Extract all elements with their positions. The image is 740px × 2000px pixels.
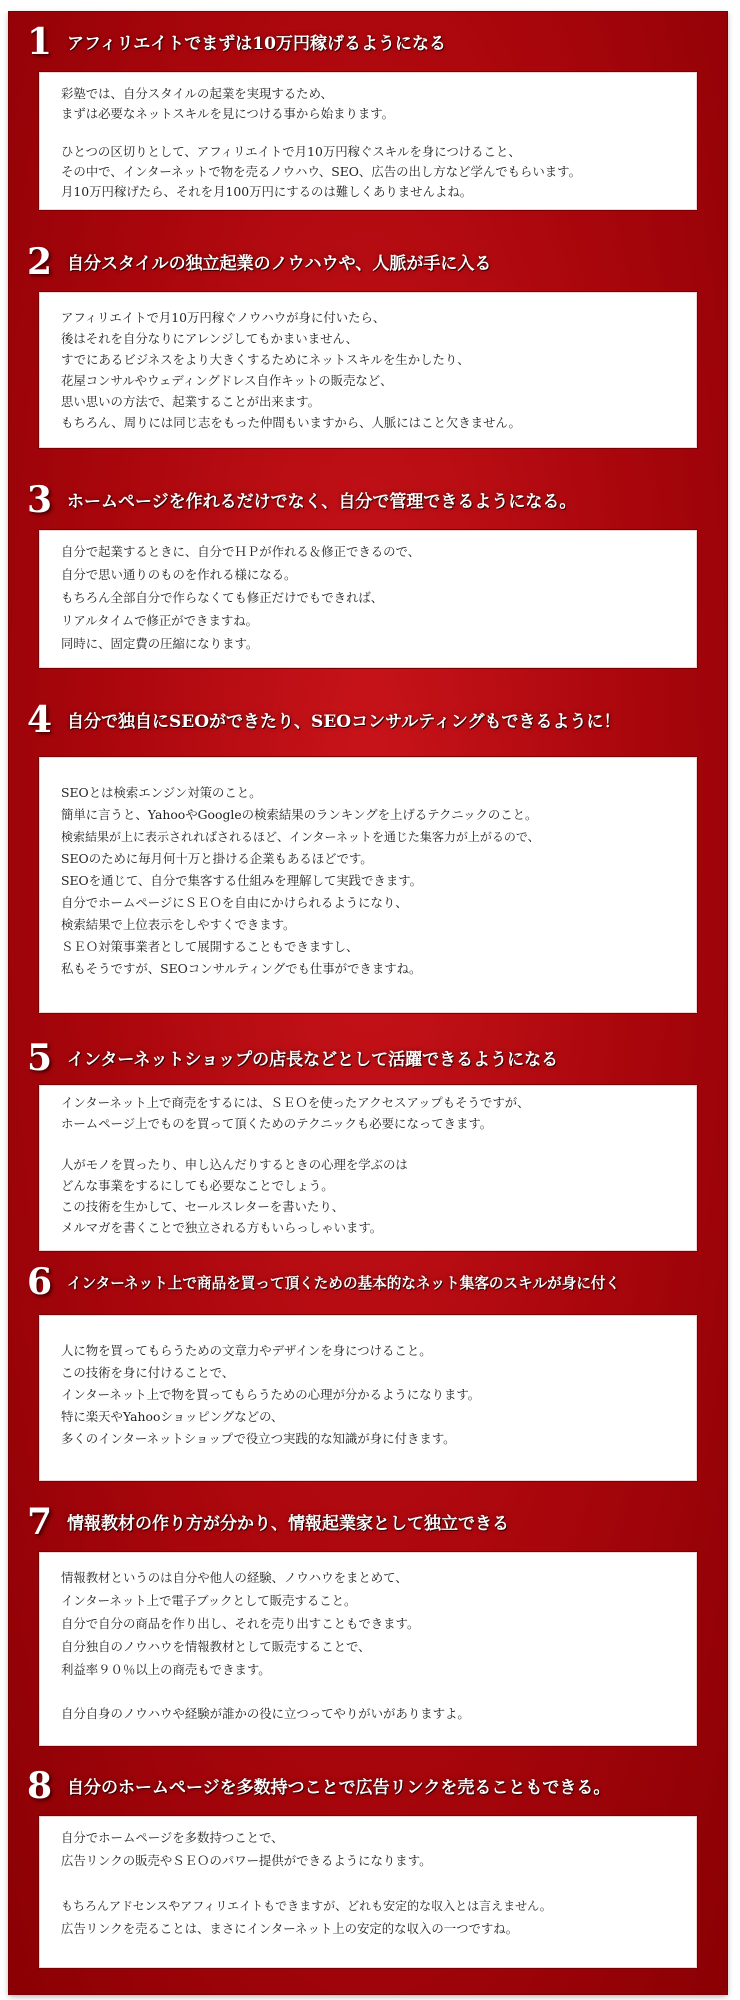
body-line: 人がモノを買ったり、申し込んだりするときの心理を学ぶのは <box>61 1157 408 1172</box>
section-header <box>9 479 727 522</box>
section-body <box>38 71 698 211</box>
body-line: まずは必要なネットスキルを見につける事から始まります。 <box>61 106 395 121</box>
body-line: この技術を生かして、セールスレターを書いたり、 <box>61 1199 345 1214</box>
body-line: 自分でホームページを多数持つことで、 <box>61 1830 284 1845</box>
body-line: SEOとは検索エンジン対策のこと。 <box>61 785 262 800</box>
body-line: 簡単に言うと、YahooやGoogleの検索結果のランキングを上げるテクニックのこと。 <box>61 807 538 822</box>
section-title: ホームページを作れるだけでなく、自分で管理できるようになる。 <box>67 492 577 512</box>
section-title: インターネット上で商品を買って頂くための基本的なネット集客のスキルが身に付く <box>67 1275 621 1292</box>
body-line: 後はそれを自分なりにアレンジしてもかまいません、 <box>61 331 359 346</box>
body-line: この技術を身に付けることで、 <box>61 1365 235 1380</box>
section-number: 5 <box>27 1037 53 1079</box>
section-title: インターネットショップの店長などとして活躍できるようになる <box>67 1050 559 1070</box>
body-line: もちろん全部自分で作らなくても修正だけでもできれば、 <box>61 590 384 605</box>
body-line: どんな事業をするにしても必要なことでしょう。 <box>61 1178 334 1193</box>
section-number: 8 <box>27 1765 53 1807</box>
section-number: 7 <box>27 1501 53 1543</box>
section-header <box>9 241 727 284</box>
body-line: 自分で起業するときに、自分でＨＰが作れる＆修正できるので、 <box>61 544 421 559</box>
body-line: もちろんアドセンスやアフィリエイトもできますが、どれも安定的な収入とは言えません。 <box>61 1899 552 1913</box>
body-line: 自分で自分の商品を作り出し、それを売り出すこともできます。 <box>61 1616 420 1631</box>
section-body <box>38 1084 698 1252</box>
section-number: 6 <box>27 1261 53 1303</box>
body-line: 思い思いの方法で、起業することが出来ます。 <box>61 394 320 409</box>
body-line: アフィリエイトで月10万円稼ぐノウハウが身に付いたら、 <box>61 310 386 325</box>
body-line: 自分独自のノウハウを情報教材として販売することで、 <box>61 1639 371 1654</box>
features-panel <box>9 12 727 1994</box>
section-header <box>9 1501 727 1544</box>
body-line: インターネット上で商売をするには、ＳＥＯを使ったアクセスアップもそうですが、 <box>61 1095 530 1110</box>
section-title: 自分スタイルの独立起業のノウハウや、人脈が手に入る <box>67 254 492 274</box>
body-line: 自分自身のノウハウや経験が誰かの役に立つってやりがいがありますよ。 <box>61 1706 470 1721</box>
section-title: 自分で独自にSEOができたり、SEOコンサルティングもできるように！ <box>67 712 621 732</box>
section-body <box>38 1314 698 1482</box>
body-line: 人に物を買ってもらうための文章力やデザインを身につけること。 <box>61 1343 432 1358</box>
body-line: 自分でホームページにＳＥＯを自由にかけられるようになり、 <box>61 895 408 910</box>
body-line: その中で、インターネットで物を売るノウハウ、SEO、広告の出し方など学んでもらいます。 <box>61 164 581 179</box>
section-body <box>38 1551 698 1747</box>
section-number: 3 <box>27 479 53 521</box>
body-line: すでにあるビジネスをより大きくするためにネットスキルを生かしたり、 <box>61 352 470 367</box>
body-line: 広告リンクを売ることは、まさにインターネット上の安定的な収入の一つですね。 <box>61 1921 519 1936</box>
body-line: 検索結果で上位表示をしやすくできます。 <box>61 917 296 932</box>
body-line: ＳＥＯ対策事業者として展開することもできますし、 <box>61 939 359 954</box>
section-header <box>9 1765 727 1808</box>
section-header <box>9 1037 727 1080</box>
section-header <box>9 699 727 742</box>
section-number: 2 <box>27 241 53 283</box>
body-line: 同時に、固定費の圧縮になります。 <box>61 636 259 651</box>
body-line: 私もそうですが、SEOコンサルティングでも仕事ができますね。 <box>61 961 422 976</box>
body-line: 彩塾では、自分スタイルの起業を実現するため、 <box>61 86 333 101</box>
section-body <box>38 529 698 669</box>
body-line: 広告リンクの販売やＳＥＯのパワー提供ができるようになります。 <box>61 1853 432 1868</box>
section-title: 自分のホームページを多数持つことで広告リンクを売ることもできる。 <box>67 1778 611 1798</box>
section-header <box>9 1261 727 1304</box>
body-line: 検索結果が上に表示されればされるほど、インターネットを通じた集客力が上がるので、 <box>61 830 540 844</box>
section-title: アフィリエイトでまずは10万円稼げるようになる <box>67 34 446 54</box>
body-line: 情報教材というのは自分や他人の経験、ノウハウをまとめて、 <box>61 1570 408 1585</box>
body-line: 月10万円稼げたら、それを月100万円にするのは難しくありませんよね。 <box>61 184 473 199</box>
body-line: インターネット上で電子ブックとして販売すること。 <box>61 1593 357 1608</box>
section-title: 情報教材の作り方が分かり、情報起業家として独立できる <box>67 1514 509 1534</box>
body-line: ひとつの区切りとして、アフィリエイトで月10万円稼ぐスキルを身につけること、 <box>61 144 521 159</box>
body-line: ホームページ上でものを買って頂くためのテクニックも必要になってきます。 <box>61 1116 493 1131</box>
body-line: インターネット上で物を買ってもらうための心理が分かるようになります。 <box>61 1387 481 1402</box>
section-body <box>38 291 698 449</box>
section-header <box>9 21 727 64</box>
body-line: 利益率９０％以上の商売もできます。 <box>61 1662 271 1677</box>
body-line: リアルタイムで修正ができますね。 <box>61 613 259 628</box>
section-number: 4 <box>27 699 53 741</box>
body-line: 自分で思い通りのものを作れる様になる。 <box>61 567 297 582</box>
body-line: メルマガを書くことで独立される方もいらっしゃいます。 <box>61 1220 383 1235</box>
body-line: SEOのために毎月何十万と掛ける企業もあるほどです。 <box>61 851 373 866</box>
body-line: もちろん、周りには同じ志をもった仲間もいますから、人脈にはこと欠きません。 <box>61 415 521 430</box>
section-number: 1 <box>27 21 53 63</box>
body-line: SEOを通じて、自分で集客する仕組みを理解して実践できます。 <box>61 873 422 888</box>
section-body <box>38 756 698 1014</box>
body-line: 多くのインターネットショップで役立つ実践的な知識が身に付きます。 <box>61 1431 456 1446</box>
section-body <box>38 1815 698 1969</box>
body-line: 花屋コンサルやウェディングドレス自作キットの販売など、 <box>61 373 393 388</box>
body-line: 特に楽天やYahooショッピングなどの、 <box>61 1409 284 1424</box>
